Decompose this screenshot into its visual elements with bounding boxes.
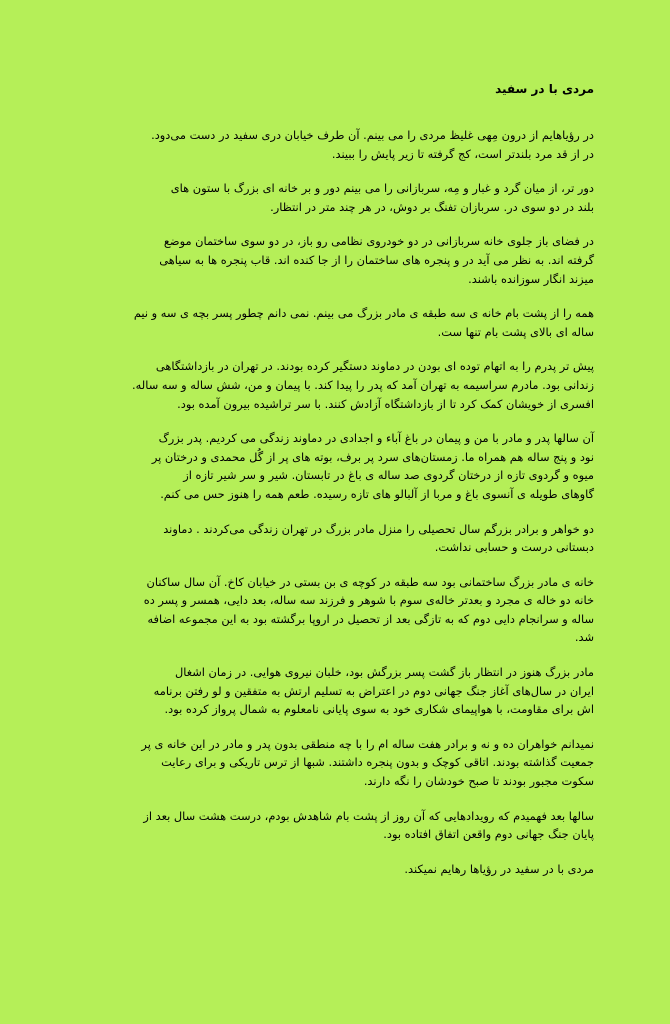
paragraph (96, 860, 594, 879)
paragraph-line: در از قد مرد بلندتر است، کج گرفته تا زیر پایش را ببیند. (331, 146, 594, 161)
paragraph (96, 807, 594, 844)
paragraph-line: در فضای باز جلوی خانه سربازانی در دو خودروی نظامی رو باز، در دو سوی ساختمان موضع (163, 234, 594, 249)
paragraph-line: خانه دو خاله ی مجرد و بعدتر خاله‌ی سوم با شوهر و فرزند سه ساله، بعد دایی، همسر و پسر ده (143, 593, 594, 608)
paragraph (96, 520, 594, 557)
paragraph-line: زندانی بود. مادرم سراسیمه به تهران آمد که پدر را پیدا کند. با پیمان و من، شش ساله و سه ساله. (132, 377, 594, 392)
paragraph-line: دو خواهر و برادر بزرگم سال تحصیلی را منزل مادر بزرگ در تهران زندگی می‌کردند . دماوند (163, 521, 594, 536)
paragraph-line: مردی با در سفید در رؤیاها رهایم نمیکند. (404, 861, 594, 876)
paragraph (96, 573, 594, 647)
document-title: مردی با در سفید (495, 82, 594, 96)
paragraph (96, 126, 594, 163)
paragraph-line: میوه و گردوی تازه از درختان گردوی صد ساله ی باغ در تابستان. شیر و سر شیر تازه از (183, 468, 594, 483)
paragraph-line: سکوت مجبور بودند تا صبح خودشان را نگه دارند. (363, 774, 594, 789)
paragraph-line: نود و پنج ساله هم همراه ما. زمستان‌های سرد پر برف، بوته های پر از گُل محمدی و درختان پر (151, 449, 594, 464)
paragraph-line: مادر بزرگ هنوز در انتظار باز گشت پسر بزرگش بود، خلبان نیروی هوایی. در زمان اشغال (174, 665, 594, 680)
paragraph (96, 304, 594, 341)
paragraph-line: جمعیت گذاشته بودند. اتاقی کوچک و بدون پنجره داشتند. شبها از ترس تاریکی و برای رعایت (161, 755, 594, 770)
paragraph-line: ساله و سرانجام دایی دوم که به تازگی بعد از تحصیل در اروپا برگشته بود به این مجموعه اضافه (147, 611, 594, 626)
paragraph-line: میزند انگار سوزانده باشند. (468, 271, 594, 286)
paragraph-line: افسری از خویشان کمک کرد تا از بازداشتگاه آزادش کنند. با سر تراشیده بیرون آمده بود. (177, 396, 594, 411)
paragraph-line: بلند در دو سوی در. سربازان تفنگ بر دوش، در هر چند متر در انتظار. (270, 199, 594, 214)
paragraph-line: خانه ی مادر بزرگ ساختمانی بود سه طبقه در کوچه ی بن بستی در خیابان کاخ. آن سال ساکنان (146, 574, 594, 589)
paragraph (96, 357, 594, 413)
document-body (96, 126, 594, 878)
paragraph-line: ساله ای بالای پشت بام تنها ست. (437, 324, 594, 339)
paragraph (96, 179, 594, 216)
paragraph (96, 429, 594, 503)
paragraph (96, 232, 594, 288)
paragraph-line: آن سالها پدر و مادر با من و پیمان در باغ آباء و اجدادی در دماوند زندگی می کردیم. پدر بزرگ (158, 431, 594, 446)
paragraph-line: گرفته اند. به نظر می آید در و پنجره های ساختمان را از جا کنده اند. قاب پنجره ها به سیاهی (159, 252, 594, 267)
paragraph-line: ایران در سال‌های آغاز جنگ جهانی دوم در اعتراض به تسلیم ارتش به متفقین و لو رفتن برنامه (153, 683, 594, 698)
paragraph-line: همه را از پشت بام خانه ی سه طبقه ی مادر بزرگ می بینم. نمی دانم چطور پسر بچه ی سه و نیم (133, 306, 594, 321)
paragraph-line: پایان جنگ جهانی دوم واقعن اتفاق افتاده بود. (383, 827, 594, 842)
paragraph (96, 735, 594, 791)
paragraph-line: پیش تر پدرم را به اتهام توده ای بودن در دماوند دستگیر کرده بودند. در تهران در بازداشتگاهی (155, 359, 594, 374)
paragraph-line: سالها بعد فهمیدم که رویدادهایی که آن روز از پشت بام شاهدش بودم، درست هشت سال بعد از (143, 808, 594, 823)
paragraph-line: نمیدانم خواهران ده و نه و برادر هفت ساله ام را با چه منطقی بدون پدر و مادر در این خانه ی پر (141, 736, 594, 751)
paragraph-line: دبستانی درست و حسابی نداشت. (434, 540, 594, 555)
paragraph (96, 663, 594, 719)
paragraph-line: اش برای مقاومت، با هواپیمای شکاری خود به سوی پایانی نامعلوم به شمال پرواز کرده بود. (164, 702, 594, 717)
paragraph-line: در رؤیاهایم از درون مِهی غلیظ مردی را می بینم. آن طرف خیابان دری سفید در دست می‌دود. (151, 128, 594, 142)
paragraph-line: شد. (574, 630, 594, 645)
paragraph-line: گاوهای طویله ی آنسوی باغ و مربا از آلبالو های تازه رسیده. طعم همه را هنوز حس می کنم. (160, 486, 594, 501)
paragraph-line: دور تر، از میان گرد و غبار و مِه، سربازانی را می بینم دور و بر خانه ای بزرگ با ستون های (170, 181, 594, 196)
